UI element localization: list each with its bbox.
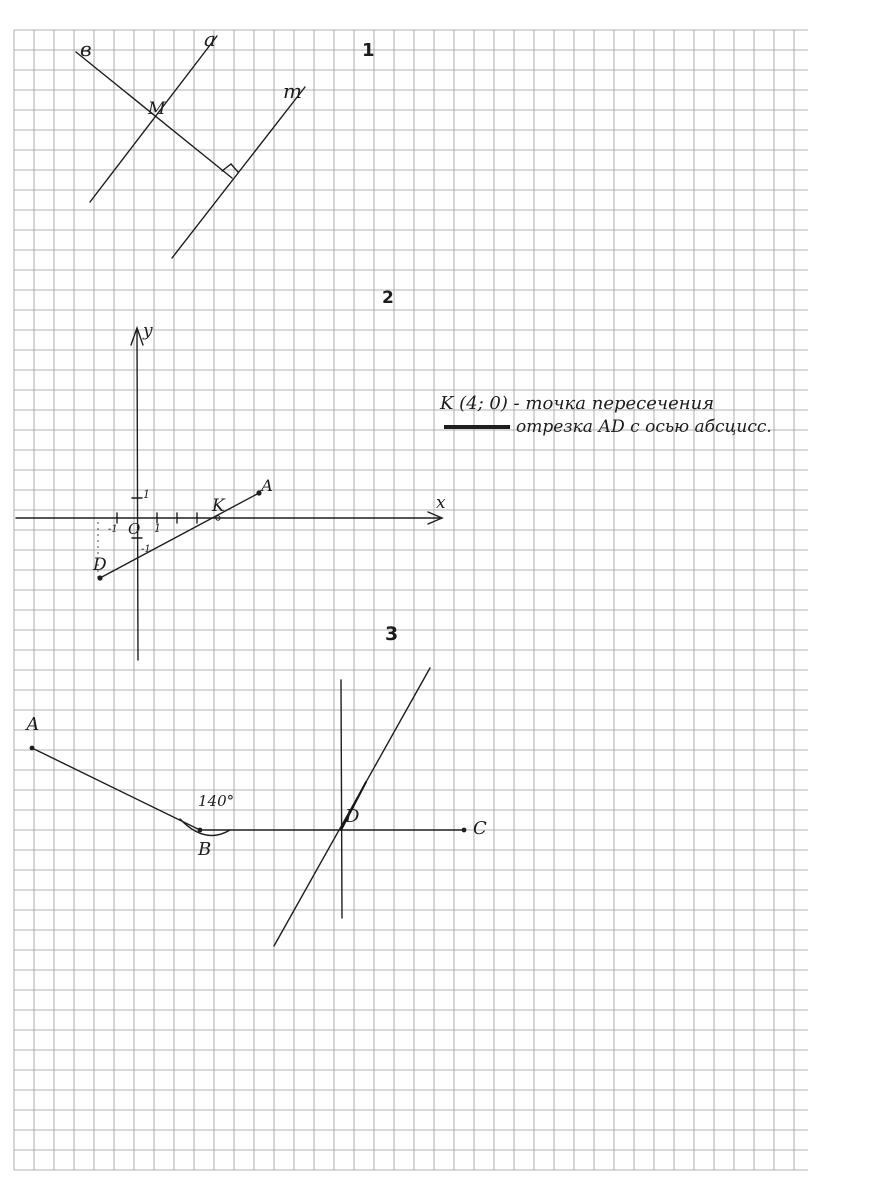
point-d-dot — [97, 575, 102, 580]
label-point-a3: А — [26, 714, 40, 735]
label-point-k: K — [212, 496, 225, 516]
label-line-b: в — [80, 37, 92, 61]
task2-number: 2 — [382, 288, 394, 308]
origin-label: O — [128, 520, 141, 538]
task1-number: 1 — [362, 40, 375, 61]
label-point-d3: D — [345, 806, 360, 827]
tick-label-x-one: 1 — [154, 522, 161, 535]
tick-label-y-minus-one: -1 — [141, 544, 151, 555]
label-point-m: M — [148, 99, 166, 119]
label-point-a: А — [261, 476, 274, 495]
label-point-b3: В — [198, 839, 212, 860]
point-c3-dot — [462, 828, 467, 833]
point-b3-dot — [198, 828, 203, 833]
label-line-m: m — [283, 79, 302, 103]
label-point-d: D — [93, 555, 107, 575]
note-line-2: отрезка АD с осью абсцисс. — [516, 417, 772, 437]
note-line-1: K (4; 0) - точка пересечения — [440, 393, 715, 414]
y-axis-label: y — [143, 321, 153, 341]
tick-label-y-one: 1 — [143, 488, 150, 501]
label-angle-140: 140° — [198, 792, 235, 810]
tick-label-x-minus-one: -1 — [108, 524, 118, 535]
point-a3-dot — [30, 746, 35, 751]
label-line-a: a — [204, 27, 216, 51]
task3-number: 3 — [385, 623, 399, 645]
label-point-c3: С — [473, 818, 487, 839]
x-axis-label: x — [436, 493, 446, 513]
